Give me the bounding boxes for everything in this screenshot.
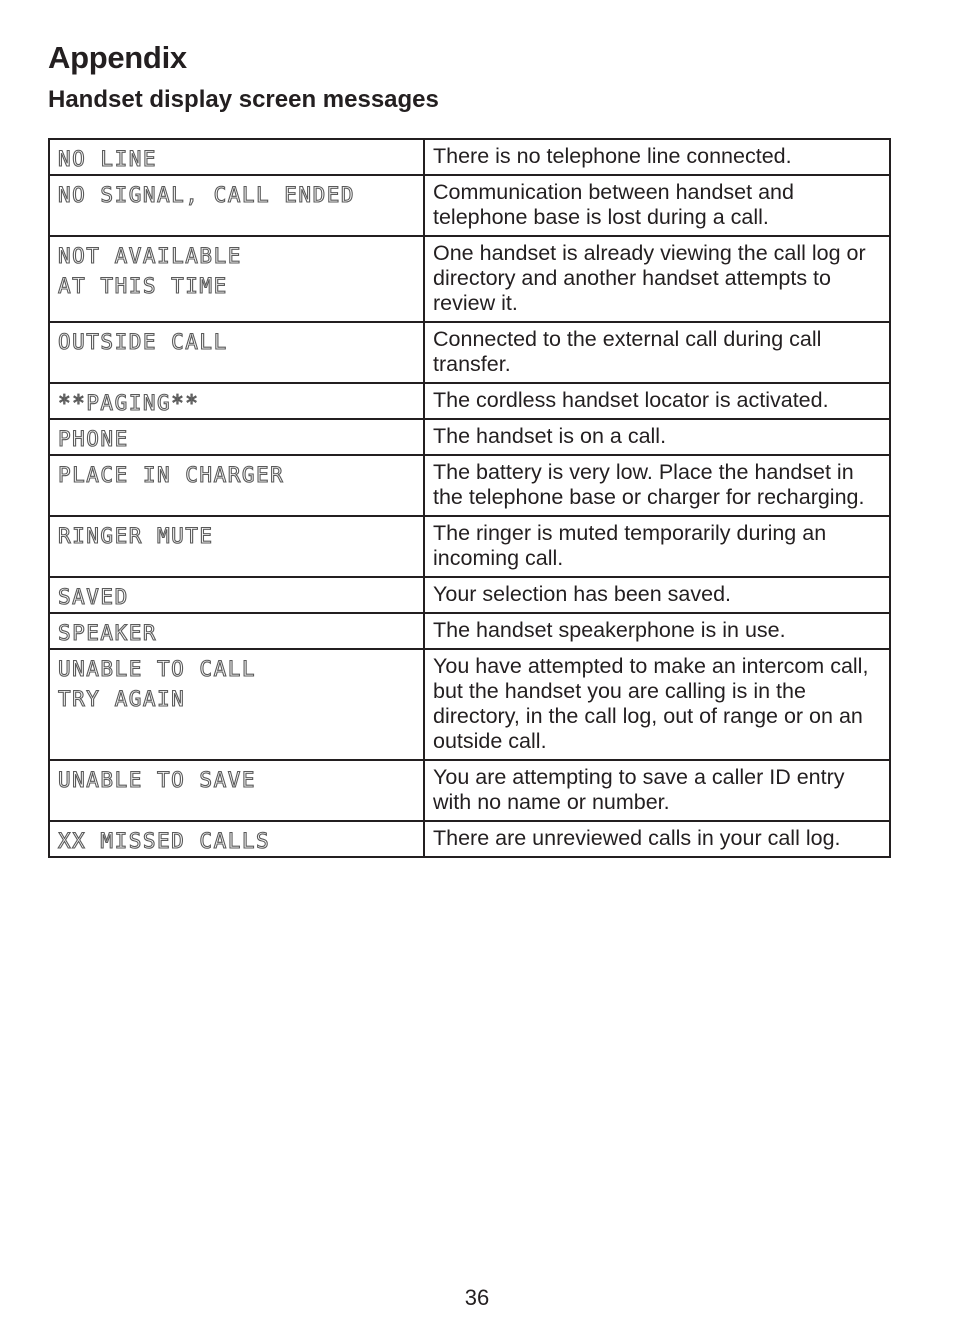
display-message-text: SAVED — [58, 585, 129, 609]
description-text: You are attempting to save a caller ID entry with no name or number. — [433, 765, 845, 814]
display-message-text: PLACE IN CHARGER — [58, 463, 285, 487]
description-text: The battery is very low. Place the handset in the telephone base or charger for recharging. — [433, 460, 865, 509]
table-row — [49, 649, 890, 760]
page-number: 36 — [464, 1285, 490, 1310]
display-message-text: NOT AVAILABLE — [58, 244, 242, 268]
display-message-cell — [49, 577, 424, 613]
description-cell — [424, 175, 890, 236]
messages-table — [48, 138, 891, 858]
description-cell — [424, 577, 890, 613]
section-title: Handset display screen messages — [48, 86, 439, 113]
page-title: Appendix — [48, 40, 187, 75]
description-cell — [424, 322, 890, 383]
display-message-cell — [49, 419, 424, 455]
description-cell — [424, 760, 890, 821]
table-row — [49, 455, 890, 516]
display-message-text: SPEAKER — [58, 621, 158, 645]
description-cell — [424, 516, 890, 577]
display-message-cell — [49, 322, 424, 383]
table-row — [49, 516, 890, 577]
table-row — [49, 419, 890, 455]
description-text: The ringer is muted temporarily during an incoming call. — [433, 521, 827, 570]
display-message-text: NO LINE — [58, 147, 158, 171]
description-cell — [424, 236, 890, 322]
description-text: One handset is already viewing the call log or directory and another handset attempts to review it. — [433, 241, 866, 315]
table-row — [49, 577, 890, 613]
description-text: Connected to the external call during call transfer. — [433, 327, 822, 376]
table-row — [49, 236, 890, 322]
display-message-cell — [49, 455, 424, 516]
display-message-text: PHONE — [58, 427, 129, 451]
description-text: Your selection has been saved. — [433, 582, 732, 606]
table-row — [49, 139, 890, 175]
description-cell — [424, 419, 890, 455]
description-cell — [424, 139, 890, 175]
display-message-text: UNABLE TO SAVE — [58, 768, 257, 792]
display-message-text: XX MISSED CALLS — [58, 829, 271, 853]
display-message-cell — [49, 613, 424, 649]
description-cell — [424, 383, 890, 419]
table-row — [49, 175, 890, 236]
display-message-text: TRY AGAIN — [58, 687, 186, 711]
display-message-text: OUTSIDE CALL — [58, 330, 228, 354]
display-message-cell — [49, 760, 424, 821]
display-message-cell — [49, 139, 424, 175]
description-text: The cordless handset locator is activated. — [433, 388, 829, 412]
messages-table-body — [49, 139, 890, 857]
description-cell — [424, 455, 890, 516]
table-row — [49, 760, 890, 821]
description-text: The handset is on a call. — [433, 424, 667, 448]
description-text: There is no telephone line connected. — [433, 144, 792, 168]
display-message-cell — [49, 649, 424, 760]
display-message-text: RINGER MUTE — [58, 524, 214, 548]
display-message-cell — [49, 383, 424, 419]
description-cell — [424, 649, 890, 760]
table-row — [49, 821, 890, 857]
display-message-cell — [49, 236, 424, 322]
description-text: There are unreviewed calls in your call log. — [433, 826, 841, 850]
display-message-text: UNABLE TO CALL — [58, 657, 257, 681]
description-cell — [424, 613, 890, 649]
display-message-text: AT THIS TIME — [58, 274, 228, 298]
display-message-cell — [49, 821, 424, 857]
table-row — [49, 383, 890, 419]
display-message-cell — [49, 516, 424, 577]
display-message-text: **PAGING** — [58, 391, 200, 415]
description-text: Communication between handset and telephone base is lost during a call. — [433, 180, 794, 229]
description-cell — [424, 821, 890, 857]
description-text: You have attempted to make an intercom call, but the handset you are calling is in the directory, in the call log, out of range or on an outside call. — [433, 654, 869, 753]
display-message-text: NO SIGNAL, CALL ENDED — [58, 183, 356, 207]
description-text: The handset speakerphone is in use. — [433, 618, 786, 642]
table-row — [49, 613, 890, 649]
display-message-cell — [49, 175, 424, 236]
table-row — [49, 322, 890, 383]
